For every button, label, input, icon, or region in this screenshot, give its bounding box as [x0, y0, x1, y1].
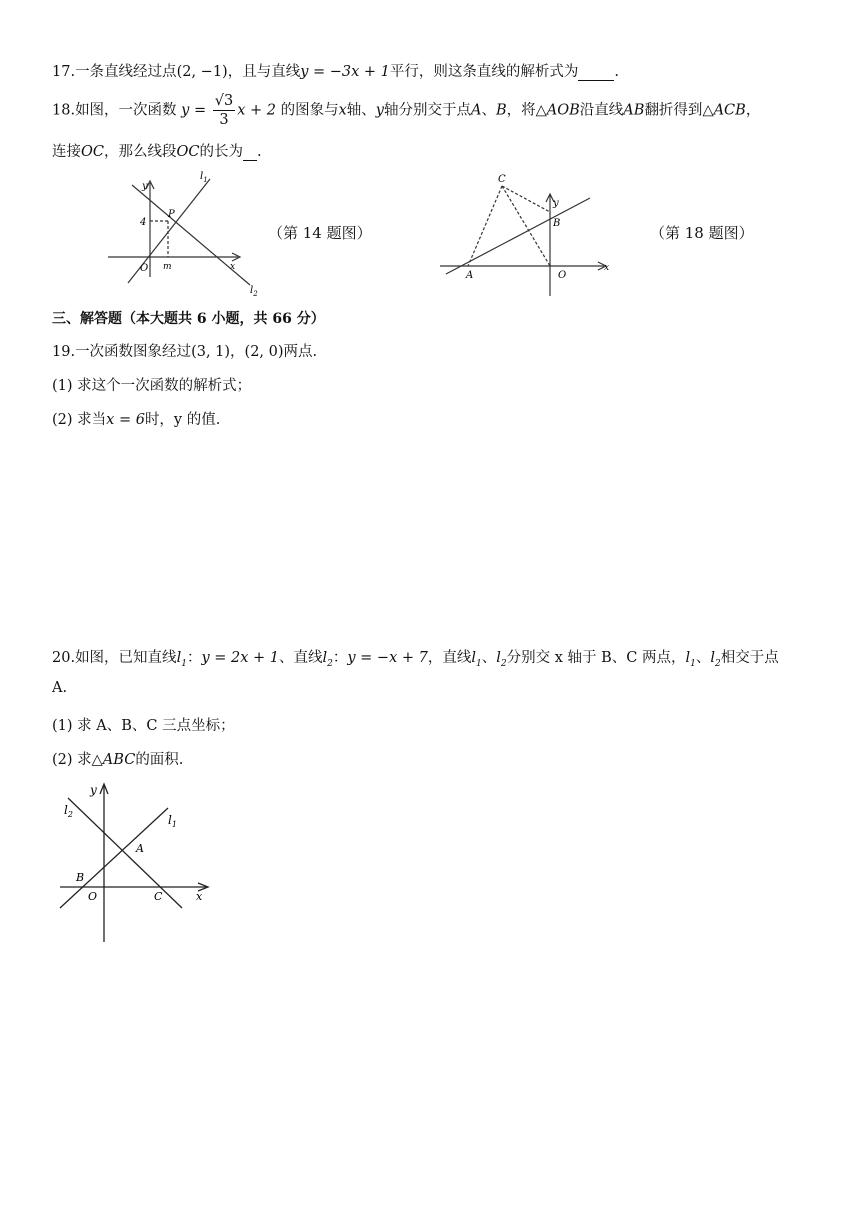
colon: ： — [186, 650, 202, 666]
question-19-part1: (1) 求这个一次函数的解析式； — [52, 378, 252, 394]
line-l1 — [60, 808, 168, 908]
separator: 、 — [695, 650, 711, 666]
math-point: (2, −1) — [176, 64, 228, 80]
question-text: 如图，一次函数 — [75, 102, 177, 119]
question-text: 时，y 的值. — [144, 412, 221, 428]
math-y-equals: y = — [181, 102, 207, 119]
label-y: y — [553, 198, 559, 209]
question-number: 18. — [52, 102, 76, 119]
math-equation: y = −x + 7 — [347, 650, 428, 666]
period: . — [256, 144, 262, 160]
line-label: AB — [623, 102, 645, 119]
math-var: x — [338, 102, 347, 119]
question-text: ，且与直线 — [227, 64, 301, 80]
question-20-part1: (1) 求 A、B、C 三点坐标； — [52, 718, 235, 734]
question-text: (2) 求 — [52, 752, 92, 768]
question-text: 的长为 — [199, 144, 243, 160]
line-l1-label: $l_1$ — [471, 650, 482, 669]
fraction-denominator: 3 — [219, 112, 229, 128]
dashed-cb — [502, 186, 550, 212]
separator: 、 — [481, 650, 497, 666]
question-text: 相交于点 — [720, 650, 779, 666]
label-4: 4 — [140, 217, 147, 228]
separator: 、 — [481, 102, 496, 119]
label-c: C — [498, 174, 506, 185]
line-l2-label: $l_2$ — [322, 650, 333, 669]
question-20 — [52, 646, 779, 669]
label-o: O — [88, 890, 98, 903]
question-text: 的图象与 — [280, 102, 339, 119]
question-text: ，将 — [506, 102, 536, 119]
punctuation: ， — [745, 102, 761, 119]
question-18 — [52, 92, 760, 129]
question-text: ，直线 — [427, 650, 472, 666]
point-label: B — [495, 102, 507, 119]
colon: ： — [332, 650, 348, 666]
separator: ， — [230, 344, 245, 360]
dashed-co — [502, 186, 550, 266]
label-b: B — [553, 218, 561, 229]
question-text: ，那么线段 — [103, 144, 177, 160]
answer-blank — [578, 64, 614, 81]
figure-20 — [56, 778, 216, 944]
figure-18-caption: （第 18 题图） — [650, 224, 754, 242]
question-17 — [52, 60, 619, 81]
question-text: 翻折得到 — [644, 102, 703, 119]
label-b: B — [76, 871, 85, 884]
question-number: 20. — [52, 650, 76, 666]
question-20-part2 — [52, 748, 183, 769]
segment-label: OC — [176, 144, 200, 160]
line-l2 — [68, 798, 182, 908]
question-text: 一次函数图象经过 — [75, 344, 192, 360]
question-number: 17. — [52, 64, 76, 80]
answer-blank — [243, 144, 257, 161]
question-20-line2: A. — [52, 680, 68, 696]
figure-18 — [432, 168, 622, 300]
math-var: y — [375, 102, 384, 119]
figure-14 — [100, 165, 260, 300]
label-a: A — [466, 270, 474, 281]
label-l2: $l_2$ — [250, 285, 258, 298]
label-a: A — [136, 842, 144, 855]
triangle-label: △ACB — [702, 102, 746, 119]
segment-label: OC — [81, 144, 104, 160]
label-y: y — [142, 181, 148, 192]
math-equation: x = 6 — [106, 412, 145, 428]
label-x: x — [230, 262, 236, 272]
math-point: (2, 0) — [244, 344, 284, 360]
label-o: O — [558, 270, 567, 281]
label-x: x — [196, 890, 203, 903]
math-tail: x + 2 — [237, 102, 276, 119]
math-equation: y = −3x + 1 — [300, 64, 390, 80]
line-l1-label: $l_1$ — [176, 650, 187, 669]
question-text: 的面积. — [135, 752, 184, 768]
question-text: 沿直线 — [579, 102, 624, 119]
math-point: (3, 1) — [191, 344, 231, 360]
line-l2-label: $l_2$ — [710, 650, 721, 669]
question-19 — [52, 340, 317, 361]
fraction-numerator: √3 — [214, 93, 234, 109]
question-text: 连接 — [52, 144, 81, 160]
question-text: 一条直线经过点 — [75, 64, 177, 80]
fraction — [213, 92, 235, 129]
question-text: 分别交 x 轴于 B、C 两点， — [506, 650, 686, 666]
period: . — [614, 64, 620, 80]
question-text: 平行，则这条直线的解析式为 — [389, 64, 579, 80]
label-l1: $l_1$ — [168, 813, 177, 829]
question-text: 两点. — [283, 344, 318, 360]
label-y: y — [90, 783, 97, 797]
line-l1-label: $l_1$ — [685, 650, 696, 669]
triangle-label: △AOB — [535, 102, 580, 119]
question-number: 19. — [52, 344, 76, 360]
question-18-line2 — [52, 140, 262, 161]
question-text: 如图，已知直线 — [75, 650, 177, 666]
question-text: 轴分别交于点 — [383, 102, 471, 119]
line-l2-label: $l_2$ — [496, 650, 507, 669]
label-m: m — [163, 262, 172, 272]
line-ab — [446, 198, 590, 274]
label-c: C — [154, 890, 163, 903]
section-title: 三、解答题（本大题共 6 小题，共 66 分） — [52, 311, 325, 327]
label-p: P — [168, 209, 175, 220]
math-equation: y = 2x + 1 — [201, 650, 279, 666]
triangle-label: △ABC — [91, 752, 136, 768]
figure-14-caption: （第 14 题图） — [268, 224, 372, 242]
question-text: 、直线 — [279, 650, 323, 666]
label-l2: $l_2$ — [64, 803, 73, 819]
label-o: O — [140, 263, 149, 274]
question-19-part2 — [52, 408, 220, 429]
question-text: (2) 求当 — [52, 412, 107, 428]
label-l1: $l_1$ — [200, 171, 208, 184]
question-text: 轴、 — [346, 102, 376, 119]
point-label: A — [470, 102, 482, 119]
label-x: x — [604, 263, 610, 273]
